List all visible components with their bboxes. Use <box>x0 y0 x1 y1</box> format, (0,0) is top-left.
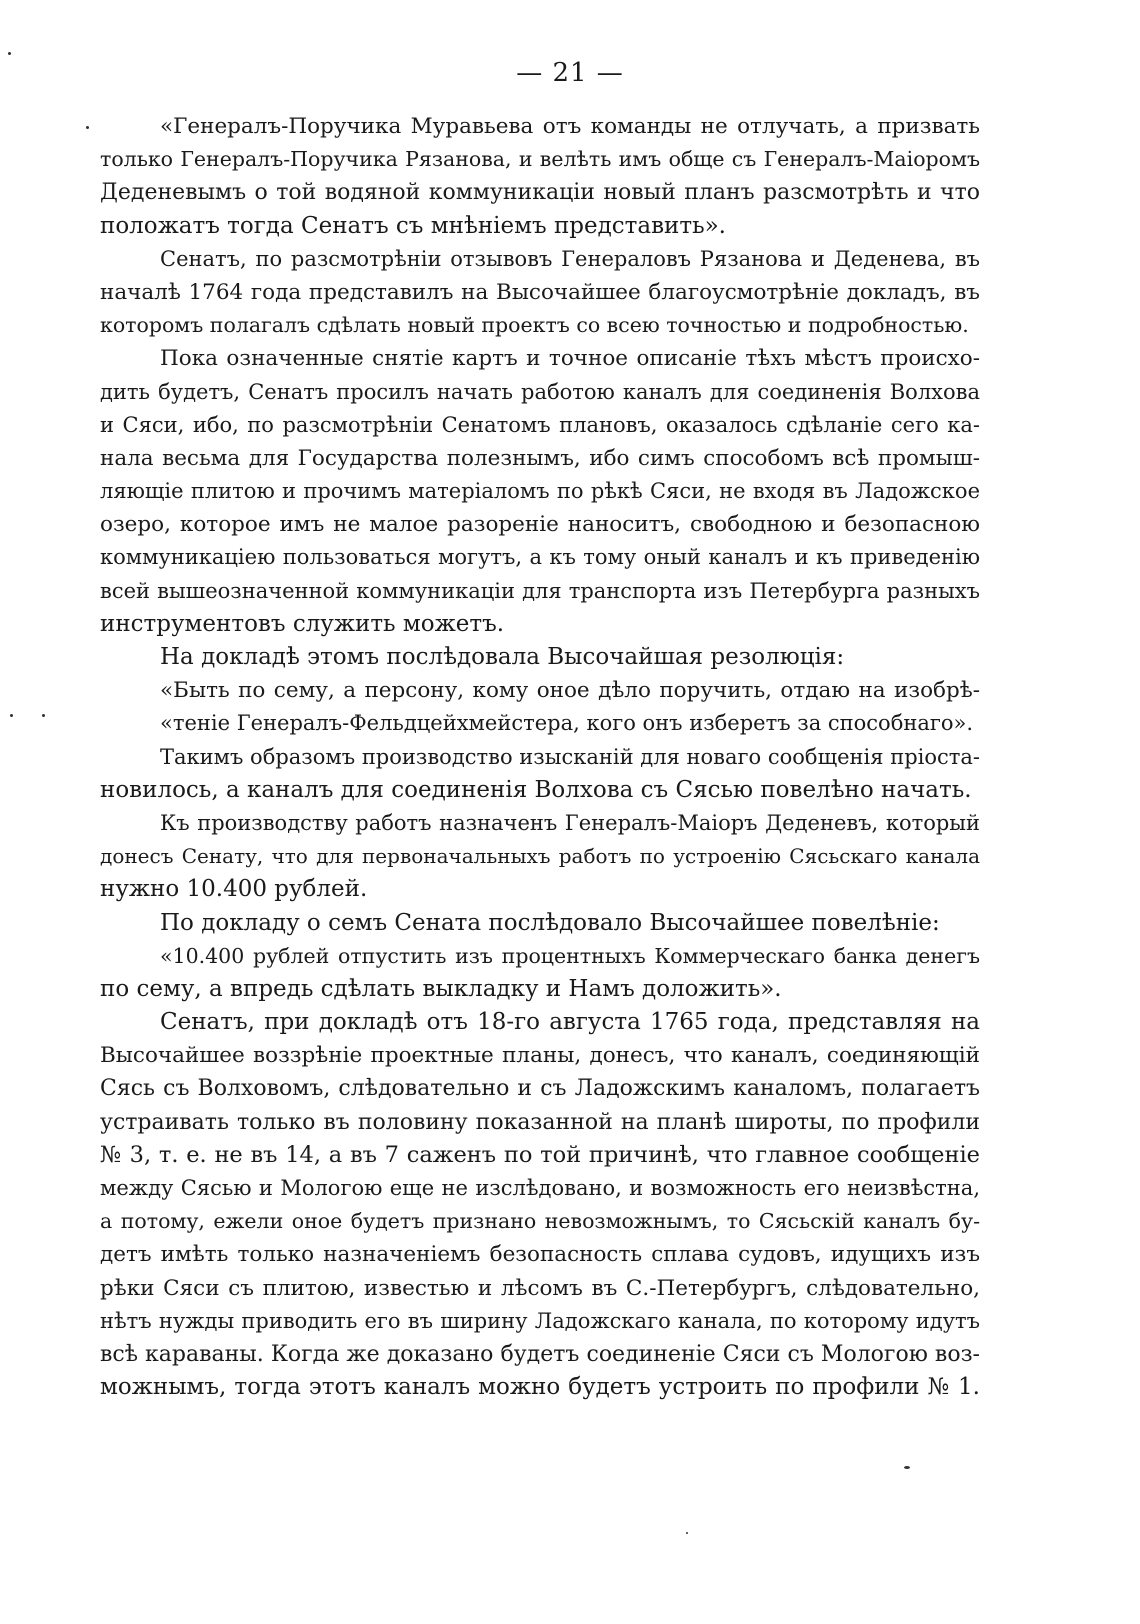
text-line: озеро, которое имъ не малое разореніе наноситъ, свободною и безопасною <box>100 512 980 538</box>
text-line: инструментовъ служить можетъ. <box>100 610 505 637</box>
scan-speck <box>904 1466 910 1469</box>
text-line: всѣ караваны. Когда же доказано будетъ соединеніе Сяси съ Мологою воз- <box>100 1341 980 1367</box>
text-line: «Быть по сему, а персону, кому оное дѣло поручить, отдаю на изобрѣ- <box>160 678 980 704</box>
text-line: нѣтъ нужды приводить его въ ширину Ладожскаго канала, по которому идутъ <box>100 1308 980 1333</box>
page-number: — 21 — <box>516 58 624 88</box>
text-line: Сенатъ, по разсмотрѣніи отзывовъ Генераловъ Рязанова и Деденева, въ <box>160 246 980 271</box>
text-line: можнымъ, тогда этотъ каналъ можно будетъ устроить по профили № 1. <box>100 1374 980 1401</box>
text-line: только Генералъ-Поручика Рязанова, и велѣть имъ обще съ Генералъ-Маіоромъ <box>100 147 980 172</box>
text-line: по сему, а впредь сдѣлать выкладку и Намъ доложить». <box>100 975 782 1002</box>
text-line: По докладу о семъ Сената послѣдовало Высочайшее повелѣніе: <box>160 909 940 936</box>
text-line: всей вышеозначенной коммуникаціи для транспорта изъ Петербурга разныхъ <box>100 578 980 603</box>
text-line: Высочайшее воззрѣніе проектные планы, донесъ, что каналъ, соединяющій <box>100 1043 980 1069</box>
text-line: № 3, т. е. не въ 14, а въ 7 саженъ по той причинѣ, что главное сообщеніе <box>100 1141 980 1168</box>
scan-speck <box>42 714 45 717</box>
text-line: ляющіе плитою и прочимъ матеріаломъ по рѣкѣ Сяси, не входя въ Ладожское <box>100 479 980 504</box>
text-line: устраивать только въ половину показанной на планѣ широты, по профили <box>100 1109 980 1135</box>
text-line: а потому, ежели оное будетъ признано невозможнымъ, то Сясьскій каналъ бу- <box>100 1209 980 1234</box>
text-line: нужно 10.400 рублей. <box>100 876 368 903</box>
text-line: На докладѣ этомъ послѣдовала Высочайшая резолюція: <box>160 644 845 670</box>
text-line: «Генералъ-Поручика Муравьева отъ команды не отлучать, а призвать <box>160 114 980 139</box>
text-line: Пока означенные снятіе картъ и точное описаніе тѣхъ мѣстъ происхо- <box>160 346 980 372</box>
text-line: нала весьма для Государства полезнымъ, ибо симъ способомъ всѣ промыш- <box>100 445 980 471</box>
text-line: между Сясью и Мологою еще не изслѣдовано, и возможность его неизвѣстна, <box>100 1176 980 1200</box>
text-line: и Сяси, ибо, по разсмотрѣніи Сенатомъ плановъ, оказалось сдѣланіе сего ка- <box>100 412 980 437</box>
text-line: Сенатъ, при докладѣ отъ 18-го августа 1765 года, представляя на <box>160 1009 980 1036</box>
scan-speck <box>8 52 11 55</box>
text-line: началѣ 1764 года представилъ на Высочайшее благоусмотрѣніе докладъ, въ <box>100 279 980 305</box>
scan-speck <box>86 126 89 129</box>
text-line: положатъ тогда Сенатъ съ мнѣніемъ представить». <box>100 212 726 239</box>
text-line: «10.400 рублей отпустить изъ процентныхъ Коммерческаго банка денегъ <box>160 943 980 968</box>
body-text <box>100 110 980 1404</box>
scan-speck <box>10 714 13 717</box>
text-line: Деденевымъ о той водяной коммуникаціи новый планъ разсмотрѣть и что <box>100 180 980 206</box>
text-line: Такимъ образомъ производство изысканій для новаго сообщенія пріоста- <box>160 744 980 769</box>
scan-speck <box>686 1532 688 1534</box>
text-line: детъ имѣть только назначеніемъ безопасность сплава судовъ, идущихъ изъ <box>100 1242 980 1268</box>
text-line: «теніе Генералъ-Фельдцейхмейстера, кого онъ изберетъ за способнаго». <box>160 711 974 736</box>
text-line: Къ производству работъ назначенъ Генералъ-Маіоръ Деденевъ, который <box>160 810 980 835</box>
text-line: Сясь съ Волховомъ, слѣдовательно и съ Ладожскимъ каналомъ, полагаетъ <box>100 1076 980 1102</box>
text-line: коммуникаціею пользоваться могутъ, а къ тому оный каналъ и къ приведенію <box>100 545 980 570</box>
text-line: донесъ Сенату, что для первоначальныхъ работъ по устроенію Сясьскаго канала <box>100 844 980 869</box>
text-line: дить будетъ, Сенатъ просилъ начать работою каналъ для соединенія Волхова <box>100 379 980 404</box>
text-line: новилось, а каналъ для соединенія Волхова съ Сясью повелѣно начать. <box>100 776 972 803</box>
text-line: которомъ полагалъ сдѣлать новый проектъ со всею точностью и подробностью. <box>100 313 969 338</box>
text-line: рѣки Сяси съ плитою, известью и лѣсомъ въ С.-Петербургъ, слѣдовательно, <box>100 1275 980 1301</box>
